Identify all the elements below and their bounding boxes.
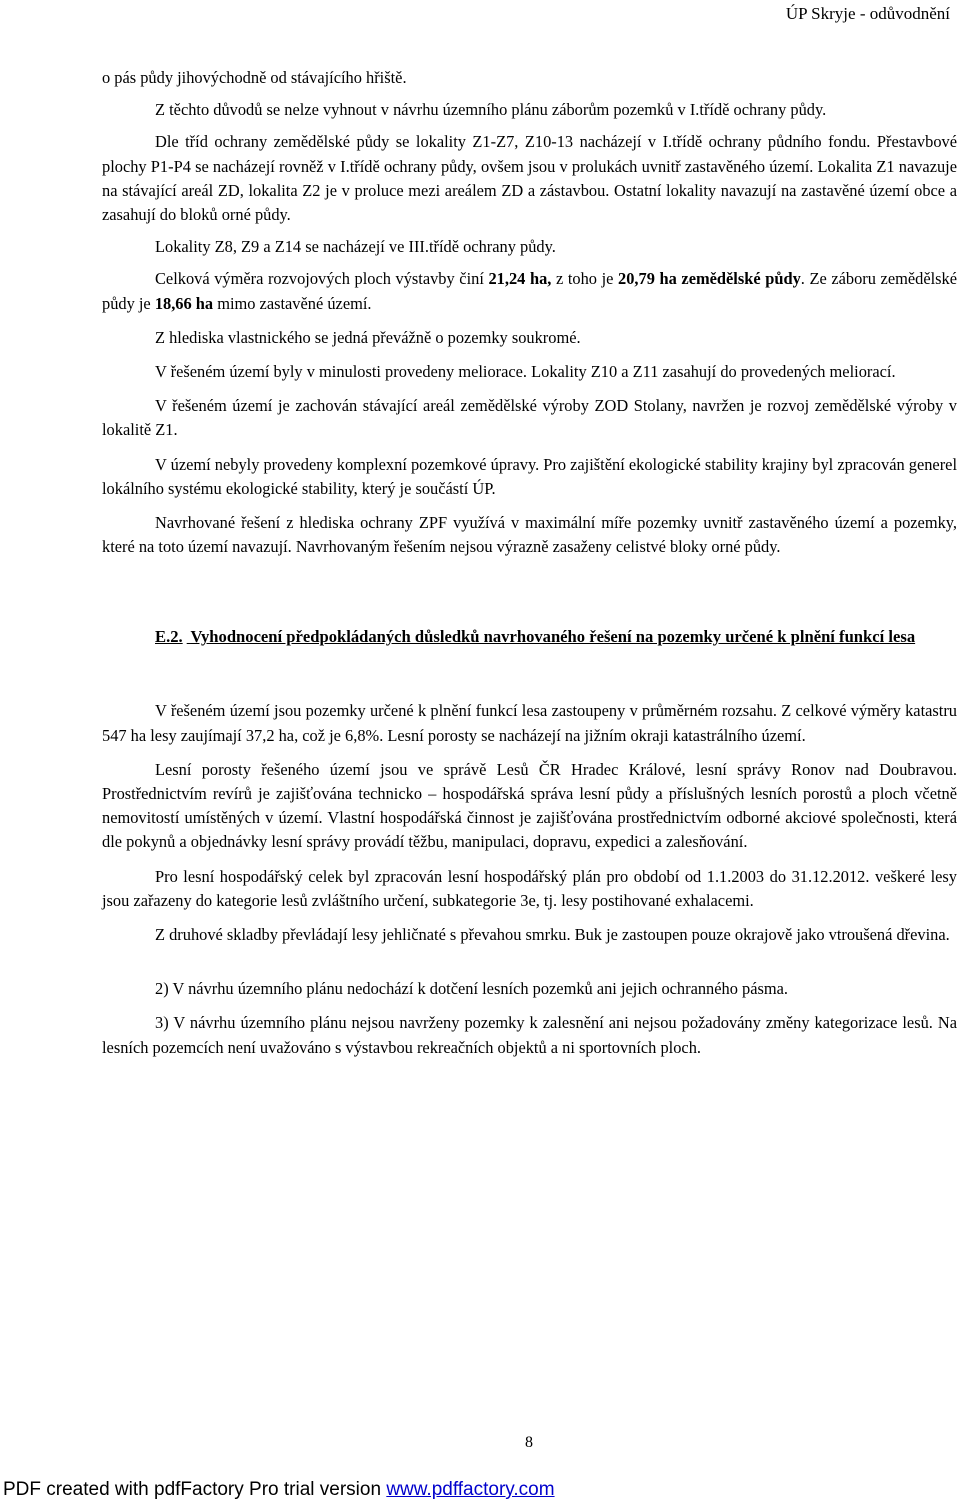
text-run: z toho je — [551, 269, 619, 289]
paragraph: Z těchto důvodů se nelze vyhnout v návrhu územního plánu záborům pozemků v I.třídě ochrany půdy. — [155, 100, 827, 120]
footer-text: PDF created with pdfFactory Pro trial version — [3, 1479, 387, 1500]
footer-link[interactable]: www.pdffactory.com — [386, 1479, 555, 1500]
paragraph: Lesní porosty řešeného území jsou ve správě Lesů ČR Hradec Králové, lesní správy Ronov nad Doubravou. Prostřednictvím revírů je zajišťována technicko – hospodářská správa lesní půdy a příslušných lesních porostů a ploch včetně nemovitostí umístěných v území. Vlastní hospodářská činnost je zajišťována prostřednictvím odborné akciové společnosti, která dle pokynů a objednávky lesní správy provádí těžbu, manipulaci, dopravu, expedici a zalesňování. — [102, 759, 957, 852]
section-number: E.2. — [155, 627, 183, 647]
page-header: ÚP Skryje - odůvodnění — [785, 4, 950, 23]
text-run: . Ze záboru zemědělské půdy je — [102, 269, 957, 313]
paragraph: Z druhové skladby převládají lesy jehličnaté s převahou smrku. Buk je zastoupen pouze okrajově jako vtroušená dřevina. — [155, 925, 950, 945]
pdf-footer — [3, 1479, 555, 1501]
paragraph: V řešeném území je zachován stávající areál zemědělské výroby ZOD Stolany, navržen je rozvoj zemědělské výroby v lokalitě Z1. — [102, 396, 957, 440]
area-paragraph — [102, 267, 957, 315]
bold-value: 20,79 ha zemědělské půdy — [618, 269, 801, 289]
list-item: 3) V návrhu územního plánu nejsou navrženy pozemky k zalesnění ani nejsou požadovány změny kategorizace lesů. Na lesních pozemcích není uvažováno s výstavbou rekreačních objektů a ni sportovních ploch. — [102, 1013, 957, 1057]
document-body — [102, 66, 957, 1068]
page-number: 8 — [525, 1434, 533, 1451]
paragraph: V řešeném území byly v minulosti provedeny meliorace. Lokality Z10 a Z11 zasahují do provedených meliorací. — [155, 362, 896, 382]
paragraph: o pás půdy jihovýchodně od stávajícího hřiště. — [102, 68, 407, 87]
paragraph: V řešeném území jsou pozemky určené k plnění funkcí lesa zastoupeny v průměrném rozsahu. Z celkové výměry katastru 547 ha lesy zaujímají 37,2 ha, což je 6,8%. Lesní porosty se nacházejí na jižním okraji katastrálního území. — [102, 701, 957, 745]
paragraph: Lokality Z8, Z9 a Z14 se nacházejí ve III.třídě ochrany půdy. — [155, 237, 556, 257]
list-item: 2) V návrhu územního plánu nedochází k dotčení lesních pozemků ani jejich ochranného pásma. — [155, 979, 788, 999]
paragraph: Z hlediska vlastnického se jedná převážně o pozemky soukromé. — [155, 327, 581, 347]
bold-value: 21,24 ha, — [488, 269, 552, 289]
paragraph: Pro lesní hospodářský celek byl zpracován lesní hospodářský plán pro období od 1.1.2003 do 31.12.2012. veškeré lesy jsou zařazeny do kategorie lesů zvláštního určení, subkategorie 3e, tj. lesy postihované exhalacemi. — [102, 866, 957, 910]
bold-value: 18,66 ha — [154, 293, 214, 313]
paragraph: Navrhované řešení z hlediska ochrany ZPF využívá v maximální míře pozemky uvnitř zastavěného území a pozemky, které na toto území navazují. Navrhovaným řešením nejsou výrazně zasaženy celistvé bloky orné půdy. — [102, 513, 957, 557]
paragraph: Dle tříd ochrany zemědělské půdy se lokality Z1-Z7, Z10-13 nacházejí v I.třídě ochrany půdního fondu. Přestavbové plochy P1-P4 se nacházejí rovněž v I.třídě ochrany půdy, ovšem jsou v prolukách uvnitř zastavěného území. Lokalita Z1 navazuje na stávající areál ZD, lokalita Z2 je v proluce mezi areálem ZD a zástavbou. Ostatní lokality navazují na zastavěné území obce a zasahují do bloků orné půdy. — [102, 132, 957, 225]
paragraph: V území nebyly provedeny komplexní pozemkové úpravy. Pro zajištění ekologické stability krajiny byl zpracován generel lokálního systému ekologické stability, který je součástí ÚP. — [102, 454, 957, 498]
section-heading — [102, 625, 957, 649]
text-run: Celková výměra rozvojových ploch výstavby činí — [155, 269, 489, 289]
section-title: Vyhodnocení předpokládaných důsledků navrhovaného řešení na pozemky určené k plnění funkcí lesa — [190, 627, 916, 647]
text-run: mimo zastavěné území. — [213, 293, 372, 313]
